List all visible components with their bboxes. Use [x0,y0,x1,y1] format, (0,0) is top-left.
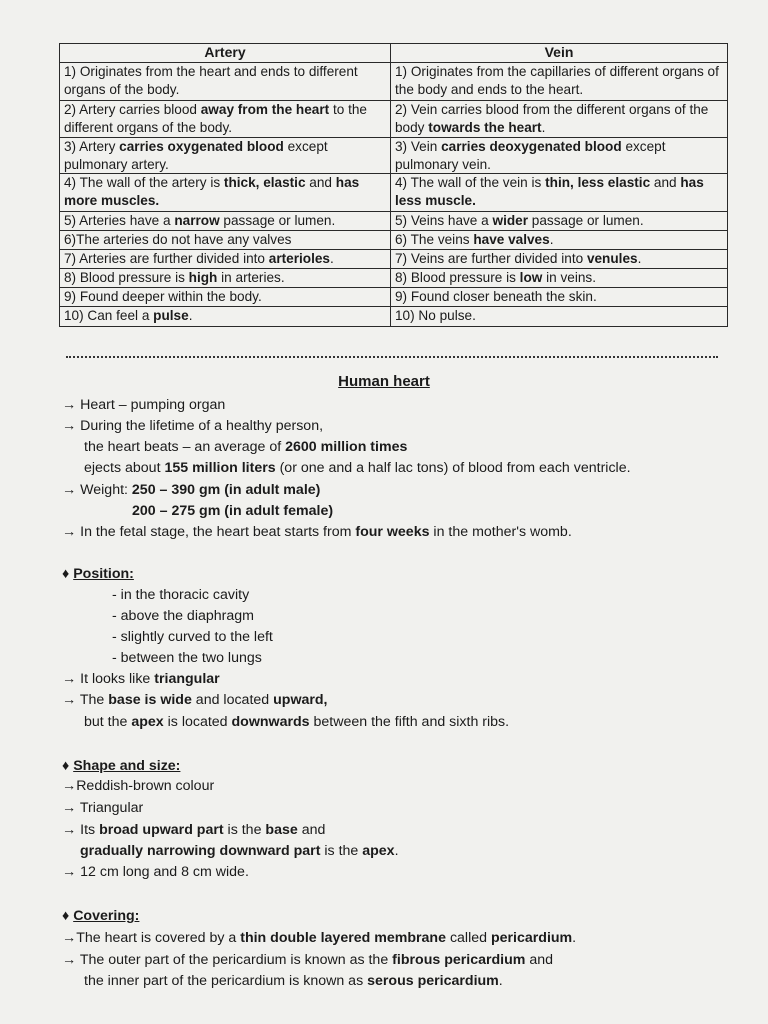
artery-cell [60,231,391,250]
text-run: . [637,251,642,267]
text-run: . [549,232,554,248]
text-run: →Reddish-brown colour [62,778,215,794]
text-run: 3) Vein [395,139,442,154]
text-line [62,928,576,948]
text-line [62,416,323,436]
text-line [62,906,139,926]
text-line [62,690,328,710]
bold-text: wider [492,213,529,229]
text-line [62,480,320,500]
bold-text: away from the heart [200,102,330,117]
text-run: and [305,175,336,191]
vein-cell [391,174,728,212]
vein-cell [391,307,728,327]
text-run: → The [62,692,109,708]
bold-text: pericardium [490,930,573,946]
text-run: the heart beats – an average of [84,439,286,455]
text-run: 2) Vein carries blood from the different organs of the body [395,102,709,135]
heading-text: Human heart [338,373,430,390]
text-line [112,606,254,626]
vein-cell [391,288,728,307]
bold-text: base [265,822,298,838]
text-line [80,841,399,861]
vein-cell [391,231,728,250]
text-run: 1) Originates from the capillaries of different organs of the body and ends to the heart. [395,64,719,97]
bold-text: broad upward part [99,822,224,838]
bold-text: pulse [153,308,189,324]
section-heading [0,372,768,392]
text-run: 5) Arteries have a [64,213,175,229]
bold-text: apex [131,714,164,730]
artery-cell [60,101,391,138]
text-run: 1) Originates from the heart and ends to different organs of the body. [64,64,358,97]
bold-text: 2600 million times [285,439,408,455]
text-run: passage or lumen. [219,213,336,229]
text-run: in the mother's womb. [429,524,572,540]
text-run: . [394,843,399,859]
text-line [62,395,225,415]
text-run: in arteries. [217,270,285,286]
text-line [84,971,503,991]
text-run: 5) Veins have a [395,213,493,229]
bold-text: towards the heart [428,119,542,135]
text-line [84,437,407,457]
text-run: . [498,973,503,989]
artery-cell [60,307,391,327]
bold-text: 200 – 275 gm (in adult female) [132,503,334,519]
text-line [84,712,509,732]
text-run: between the fifth and sixth ribs. [309,714,510,730]
text-run: → The outer part of the pericardium is known as the [62,952,393,968]
section-title: Covering: [73,908,140,924]
text-run: passage or lumen. [528,213,644,229]
text-line [62,522,572,542]
bold-text: arterioles [268,251,330,267]
text-line [112,585,249,605]
bold-text: 250 – 390 gm (in adult male) [131,482,321,498]
bold-text: narrow [174,213,220,229]
text-line [62,669,220,689]
bold-text: have valves [473,232,550,248]
text-run: and located [191,692,274,708]
text-run: and [297,822,326,838]
artery-cell [60,250,391,269]
bold-text: thin double layered membrane [240,930,446,946]
text-run: → It looks like [62,671,155,687]
vein-column-header: Vein [391,44,728,63]
text-run: 8) Blood pressure is [64,270,189,286]
text-run: - slightly curved to the left [112,629,273,645]
text-line [132,501,333,521]
text-run: 9) Found closer beneath the skin. [395,289,597,305]
artery-cell [60,288,391,307]
bold-text: serous pericardium [367,973,499,989]
artery-cell [60,138,391,174]
text-run: . [329,251,334,267]
text-run: and [650,175,681,191]
bold-text: four weeks [355,524,430,540]
table-row [60,269,728,288]
text-run: ejects about [84,460,165,476]
text-run: 10) No pulse. [395,308,476,324]
text-run: ♦ [62,566,74,582]
bold-text: thin, less elastic [545,175,651,191]
text-run: → 12 cm long and 8 cm wide. [62,864,249,880]
section-title: Shape and size: [73,758,181,774]
text-run: called [446,930,491,946]
text-line [62,820,325,840]
bold-text: upward, [273,692,328,708]
text-run: . [188,308,193,324]
text-run: - in the thoracic cavity [112,587,250,603]
text-line [112,648,262,668]
text-run: →The heart is covered by a [62,930,241,946]
bold-text: high [188,270,218,286]
text-run: → Heart – pumping organ [62,397,226,413]
bold-text: carries deoxygenated blood [441,139,622,154]
table-row [60,307,728,327]
bold-text: 155 million liters [164,460,276,476]
table-row [60,101,728,138]
text-run: . [541,119,546,135]
bold-text: fibrous pericardium [392,952,526,968]
text-run: except pulmonary artery. [64,139,328,172]
text-run: → Its [62,822,100,838]
table-row [60,212,728,231]
vein-cell [391,138,728,174]
artery-cell [60,212,391,231]
text-line [84,458,631,478]
bold-text: apex [362,843,395,859]
bold-text: thick, elastic [223,175,306,191]
text-run: is the [320,843,363,859]
text-run: → During the lifetime of a healthy person, [62,418,324,434]
text-run: and [525,952,554,968]
table-row [60,63,728,101]
text-run: → Weight: [62,482,132,498]
text-line [62,862,249,882]
text-run: the inner part of the pericardium is known as [84,973,368,989]
dotted-divider [66,356,718,358]
text-run: 6)The arteries do not have any valves [64,232,292,248]
artery-cell [60,174,391,212]
bold-text: has more muscles. [64,175,360,208]
vein-cell [391,212,728,231]
text-run: 2) Artery carries blood [64,102,201,117]
artery-vein-table [59,43,728,327]
table-row [60,288,728,307]
vein-cell [391,101,728,138]
text-run: 6) The veins [395,232,474,248]
text-line [62,950,553,970]
text-run: in veins. [542,270,596,286]
bold-text: venules [586,251,638,267]
table-row [60,174,728,212]
text-run: 4) The wall of the vein is [395,175,546,191]
bold-text: carries oxygenated blood [119,139,284,154]
text-run: except pulmonary vein. [395,139,666,172]
text-line [62,798,143,818]
bold-text: has less muscle. [395,175,704,208]
vein-cell [391,250,728,269]
text-run: to the different organs of the body. [64,102,367,135]
table-row [60,231,728,250]
bold-text: base is wide [108,692,192,708]
bold-text: gradually narrowing downward part [80,843,321,859]
vein-cell [391,269,728,288]
vein-cell [391,63,728,101]
bold-text: downwards [231,714,310,730]
text-run: 10) Can feel a [64,308,154,324]
text-run: 4) The wall of the artery is [64,175,224,191]
bold-text: triangular [154,671,220,687]
text-run: → Triangular [62,800,144,816]
text-run: - between the two lungs [112,650,262,666]
bold-text: low [519,270,543,286]
text-run: 7) Veins are further divided into [395,251,587,267]
text-run: → In the fetal stage, the heart beat starts from [62,524,356,540]
text-run: 7) Arteries are further divided into [64,251,269,267]
text-line [62,756,180,776]
text-run: 3) Artery [64,139,120,154]
table-row [60,250,728,269]
text-run: - above the diaphragm [112,608,254,624]
table-row [60,138,728,174]
artery-cell [60,63,391,101]
table-body [60,63,728,327]
text-run: 9) Found deeper within the body. [64,289,262,305]
text-run: is located [163,714,232,730]
text-run: (or one and a half lac tons) of blood from each ventricle. [275,460,631,476]
text-line [62,564,134,584]
table-header-row [60,44,728,63]
text-run: ♦ [62,908,74,924]
section-title: Position: [73,566,134,582]
artery-cell [60,269,391,288]
text-run: ♦ [62,758,74,774]
text-run: is the [223,822,266,838]
text-line [112,627,273,647]
text-run: . [572,930,577,946]
text-run: but the [84,714,132,730]
artery-column-header: Artery [60,44,391,63]
text-run: 8) Blood pressure is [395,270,520,286]
text-line [62,776,214,796]
